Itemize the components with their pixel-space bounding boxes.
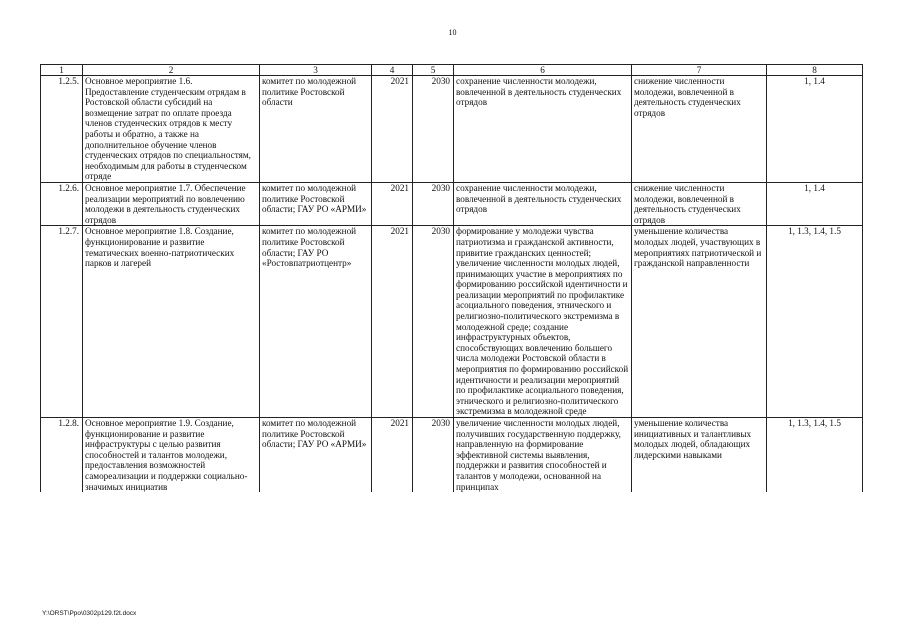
executor: комитет по молодежной политике Ростовской области <box>260 76 372 183</box>
consequence: уменьшение количества молодых людей, участвующих в мероприятиях патриотической и гражданской направленности <box>632 226 767 418</box>
start-year: 2021 <box>372 418 413 493</box>
footer-file-path: Y:\ORST\Ppo\0302p129.f2t.docx <box>42 610 137 617</box>
expected-result: сохранение численности молодежи, вовлеченной в деятельность студенческих отрядов <box>454 76 632 183</box>
table-row <box>41 76 863 183</box>
table-row <box>41 418 863 493</box>
indicators: 1, 1.4 <box>767 182 863 225</box>
expected-result: формирование у молодежи чувства патриотизма и гражданской активности, привитие гражданских ценностей; увеличение численности молодых людей, принимающих участие в мероприятиях по формированию российской идентичности и реализации мероприятий по профилактике асоциального поведения, этнического и религиозно-политического экстремизма в молодежной среде; создание инфраструктурных объектов, способствующих вовлечению большего числа молодежи Ростовской области в мероприятия по формированию российской идентичности и реализации мероприятий по профилактике асоциального поведения, этнического и религиозно-политического экстремизма в молодежной среде <box>454 226 632 418</box>
row-number: 1.2.6. <box>41 182 83 225</box>
row-number: 1.2.5. <box>41 76 83 183</box>
activity-name: Основное мероприятие 1.6. Предоставление студенческим отрядам в Ростовской области субсидий на возмещение затрат по оплате проезда членов студенческих отрядов к месту работы и обратно, а также на дополнительное обучение членов студенческих отрядов по специальностям, необходимым для работы в студенческом отряде <box>83 76 260 183</box>
start-year: 2021 <box>372 76 413 183</box>
program-table <box>40 64 863 492</box>
start-year: 2021 <box>372 226 413 418</box>
expected-result: увеличение численности молодых людей, получивших государственную поддержку, направленную на формирование эффективной системы выявления, поддержки и развития способностей и талантов у молодежи, основанной на принципах <box>454 418 632 493</box>
page-number: 10 <box>448 28 457 37</box>
executor: комитет по молодежной политике Ростовской области; ГАУ РО «Ростовпатриотцентр» <box>260 226 372 418</box>
executor: комитет по молодежной политике Ростовской области; ГАУ РО «АРМИ» <box>260 182 372 225</box>
row-number: 1.2.8. <box>41 418 83 493</box>
header-col-5: 5 <box>413 65 454 76</box>
header-col-1: 1 <box>41 65 83 76</box>
activity-name: Основное мероприятие 1.9. Создание, функционирование и развитие инфраструктуры с целью развития способностей и талантов молодежи, предоставления возможностей самореализации и поддержки социально-значимых инициатив <box>83 418 260 493</box>
consequence: уменьшение количества инициативных и талантливых молодых людей, обладающих лидерскими навыками <box>632 418 767 493</box>
activity-name: Основное мероприятие 1.8. Создание, функционирование и развитие тематических военно-патриотических парков и лагерей <box>83 226 260 418</box>
table-row <box>41 182 863 225</box>
end-year: 2030 <box>413 226 454 418</box>
header-col-3: 3 <box>260 65 372 76</box>
indicators: 1, 1.3, 1.4, 1.5 <box>767 226 863 418</box>
table-header-row <box>41 65 863 76</box>
header-col-6: 6 <box>454 65 632 76</box>
activity-name: Основное мероприятие 1.7. Обеспечение реализации мероприятий по вовлечению молодежи в деятельность студенческих отрядов <box>83 182 260 225</box>
header-col-2: 2 <box>83 65 260 76</box>
header-col-4: 4 <box>372 65 413 76</box>
end-year: 2030 <box>413 182 454 225</box>
page-bottom-margin <box>40 608 864 640</box>
row-number: 1.2.7. <box>41 226 83 418</box>
start-year: 2021 <box>372 182 413 225</box>
indicators: 1, 1.4 <box>767 76 863 183</box>
consequence: снижение численности молодежи, вовлеченной в деятельность студенческих отрядов <box>632 182 767 225</box>
executor: комитет по молодежной политике Ростовской области; ГАУ РО «АРМИ» <box>260 418 372 493</box>
table-row <box>41 226 863 418</box>
header-col-8: 8 <box>767 65 863 76</box>
header-col-7: 7 <box>632 65 767 76</box>
indicators: 1, 1.3, 1.4, 1.5 <box>767 418 863 493</box>
end-year: 2030 <box>413 76 454 183</box>
end-year: 2030 <box>413 418 454 493</box>
consequence: снижение численности молодежи, вовлеченной в деятельность студенческих отрядов <box>632 76 767 183</box>
expected-result: сохранение численности молодежи, вовлеченной в деятельность студенческих отрядов <box>454 182 632 225</box>
